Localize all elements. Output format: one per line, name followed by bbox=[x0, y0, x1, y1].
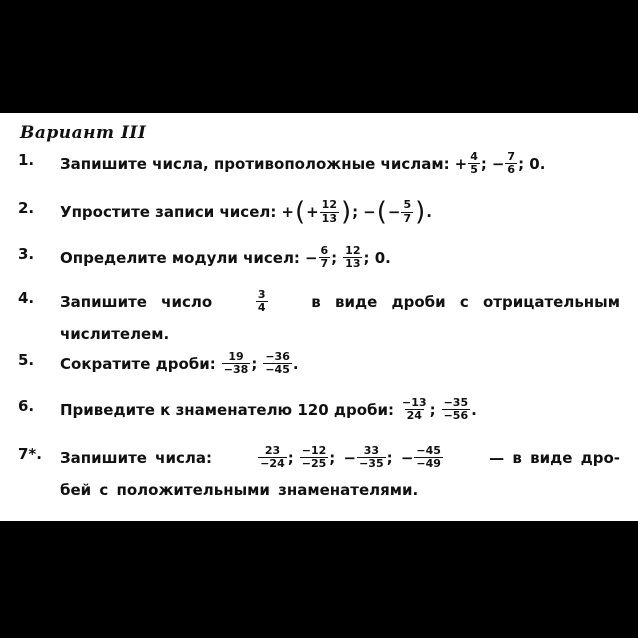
task-text: Запишите числа, противоположные числам: bbox=[60, 154, 450, 173]
fraction: $\frac{6}{7}$ bbox=[320, 244, 329, 271]
fraction: $\frac{4}{5}$ bbox=[470, 150, 478, 177]
fraction: $\frac{-13}{24}$ bbox=[402, 396, 427, 423]
task-tail: . bbox=[292, 354, 299, 373]
task-text: Приведите к знаменателю 120 дроби: bbox=[60, 400, 395, 419]
task-text: в виде дроби с отрицательным bbox=[311, 292, 620, 311]
task-text: Запишите числа: bbox=[60, 448, 212, 467]
separator: ; − bbox=[386, 448, 414, 467]
sign: + bbox=[306, 203, 319, 221]
fraction: $\frac{7}{6}$ bbox=[507, 150, 516, 177]
task-number: 6. bbox=[18, 397, 35, 415]
fraction: $\frac{19}{-38}$ bbox=[223, 350, 249, 377]
fraction: $\frac{3}{4}$ bbox=[257, 288, 266, 315]
fraction: $\frac{-36}{-45}$ bbox=[265, 350, 290, 377]
separator: ; bbox=[429, 400, 436, 419]
task-text: числителем. bbox=[60, 325, 170, 343]
fraction: $\frac{12}{13}$ bbox=[345, 244, 361, 271]
task-number: 1. bbox=[18, 151, 35, 169]
task-tail: . bbox=[426, 203, 432, 221]
sign: + bbox=[454, 154, 468, 173]
separator: ; bbox=[480, 154, 487, 173]
task-text: Сократите дроби: bbox=[60, 354, 216, 373]
sign: + bbox=[281, 203, 294, 221]
sign: − bbox=[304, 248, 318, 267]
right-paren: ) bbox=[415, 197, 426, 227]
fraction: $\frac{5}{7}$ bbox=[403, 198, 412, 225]
task-text: Упростите записи чисел: bbox=[60, 203, 277, 221]
task-tail: . bbox=[471, 400, 477, 419]
separator: ; bbox=[251, 354, 258, 373]
worksheet bbox=[0, 113, 638, 521]
task-tail: ; 0. bbox=[518, 154, 546, 173]
task-number: 2. bbox=[18, 199, 35, 217]
task-text: бей с положительными знаменателями. bbox=[60, 481, 419, 499]
task-number: 7*. bbox=[18, 445, 42, 463]
left-paren: ( bbox=[294, 197, 306, 227]
fraction: $\frac{-12}{-25}$ bbox=[301, 444, 327, 471]
task-number: 5. bbox=[18, 351, 35, 369]
task-text: Определите модули чисел: bbox=[60, 248, 300, 267]
separator: ; bbox=[287, 448, 294, 467]
variant-title: Вариант III bbox=[20, 123, 147, 143]
separator: ; − bbox=[329, 448, 357, 467]
separator: ; bbox=[331, 248, 338, 267]
left-paren: ( bbox=[376, 197, 387, 227]
sign: − bbox=[491, 154, 505, 173]
sign: − bbox=[363, 203, 376, 221]
separator: ; bbox=[352, 203, 359, 221]
task-text: Запишите число bbox=[60, 292, 213, 311]
task-text: — в виде дро- bbox=[489, 448, 620, 467]
right-paren: ) bbox=[340, 197, 352, 227]
fraction: $\frac{23}{-24}$ bbox=[260, 444, 285, 471]
fraction: $\frac{12}{13}$ bbox=[321, 198, 337, 225]
fraction: $\frac{-45}{-49}$ bbox=[416, 444, 441, 471]
task-number: 4. bbox=[18, 289, 35, 307]
task-number: 3. bbox=[18, 245, 35, 263]
sign: − bbox=[387, 203, 401, 221]
task-tail: ; 0. bbox=[363, 248, 391, 267]
fraction: $\frac{33}{-35}$ bbox=[359, 444, 384, 471]
fraction: $\frac{-35}{-56}$ bbox=[443, 396, 469, 423]
